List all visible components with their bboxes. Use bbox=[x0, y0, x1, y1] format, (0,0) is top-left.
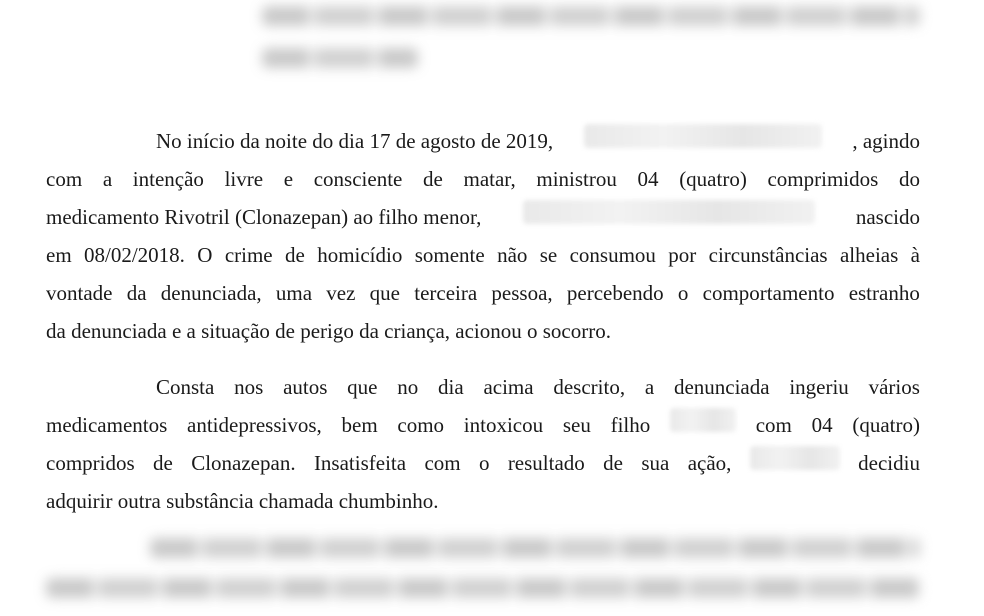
p1-line-4-word: homicídio bbox=[317, 243, 403, 267]
blurred-text-bottom-1 bbox=[150, 538, 920, 558]
p1-line-2-word: com bbox=[46, 167, 83, 191]
p1-line-4-word: à bbox=[910, 243, 920, 267]
p1-line-2-word: matar, bbox=[463, 167, 516, 191]
p1-line-5-word: pessoa, bbox=[491, 281, 553, 305]
p1-line-5-word: comportamento bbox=[702, 281, 835, 305]
p1-line-4-word: somente bbox=[414, 243, 485, 267]
p1-line-5-word: percebendo bbox=[566, 281, 664, 305]
p2-line-4: adquirir outra substância chamada chumbinho. bbox=[46, 489, 439, 513]
p2-line-1-word: no bbox=[397, 375, 419, 399]
p2-line-3-word: de bbox=[603, 451, 623, 475]
p2-line-3-word: compridos bbox=[46, 451, 135, 475]
p1-line-5-word: terceira bbox=[414, 281, 478, 305]
p2-line-1-word: que bbox=[347, 375, 378, 399]
p2-line-3-word: sua bbox=[641, 451, 670, 475]
p2-line-3-word: resultado bbox=[507, 451, 585, 475]
p1-line-4 bbox=[46, 236, 920, 274]
p2-line-1-word: autos bbox=[283, 375, 328, 399]
p2-line-1-word: vários bbox=[868, 375, 920, 399]
p1-line-2-word: 04 bbox=[637, 167, 659, 191]
p1-line-4-word: não bbox=[497, 243, 528, 267]
redacted-name bbox=[750, 446, 840, 470]
p1-line-5-word: vontade bbox=[46, 281, 113, 305]
p2-line-2-word: filho bbox=[610, 413, 651, 437]
p1-line-5-word: vez bbox=[326, 281, 356, 305]
p1-line-5 bbox=[46, 274, 920, 312]
p2-line-3-word: Clonazepan. bbox=[191, 451, 296, 475]
p2-line-3-word: ação, bbox=[687, 451, 732, 475]
p1-line-4-word: O bbox=[197, 243, 213, 267]
p1-line-4-word: consumou bbox=[569, 243, 656, 267]
p1-line-2-word: a bbox=[102, 167, 113, 191]
p1-line-4-word: 08/02/2018. bbox=[84, 243, 185, 267]
p1-line-4-word: circunstâncias bbox=[708, 243, 828, 267]
p2-line-3-word: decidiu bbox=[858, 451, 920, 475]
p1-line-4-word: se bbox=[539, 243, 558, 267]
p1-line-2-word: livre bbox=[224, 167, 264, 191]
redacted-name bbox=[584, 124, 822, 148]
p1-line-2-word: de bbox=[423, 167, 443, 191]
p1-line-1-text-b: , agindo bbox=[852, 129, 920, 153]
p1-line-2-word: consciente bbox=[313, 167, 403, 191]
p1-line-2-word: intenção bbox=[132, 167, 204, 191]
p2-line-1-word: ingeriu bbox=[789, 375, 849, 399]
p2-line-2-word: com bbox=[755, 413, 792, 437]
p2-line-2-word: intoxicou bbox=[463, 413, 544, 437]
p1-line-2-word: comprimidos bbox=[767, 167, 879, 191]
p2-line-2-word: 04 bbox=[811, 413, 833, 437]
p1-line-3 bbox=[46, 198, 920, 236]
p1-line-5-word: estranho bbox=[848, 281, 920, 305]
p1-line-2 bbox=[46, 160, 920, 198]
p1-line-5-word: o bbox=[677, 281, 689, 305]
blurred-text-top-2 bbox=[262, 48, 418, 68]
p1-line-5-word: que bbox=[369, 281, 400, 305]
p2-line-3-word: o bbox=[478, 451, 490, 475]
redacted-name bbox=[523, 200, 815, 224]
p1-line-3-text-a: medicamento Rivotril (Clonazepan) ao filho menor, bbox=[46, 205, 482, 229]
p1-line-5-word: da bbox=[126, 281, 147, 305]
p1-line-1 bbox=[46, 122, 920, 160]
p1-line-1-text-a: No início da noite do dia 17 de agosto de 2019, bbox=[156, 129, 554, 153]
p1-line-4-word: em bbox=[46, 243, 72, 267]
p2-line-3 bbox=[46, 444, 920, 482]
p2-line-3-word: Insatisfeita bbox=[313, 451, 407, 475]
blurred-text-top-1 bbox=[262, 6, 920, 26]
p1-line-3-text-b: nascido bbox=[855, 205, 920, 229]
p1-line-5-word: denunciada, bbox=[160, 281, 262, 305]
p1-line-4-word: alheias bbox=[839, 243, 899, 267]
p2-line-2 bbox=[46, 406, 920, 444]
p2-line-2-word: (quatro) bbox=[852, 413, 920, 437]
p2-line-1-word: denunciada bbox=[673, 375, 770, 399]
blurred-text-bottom-2 bbox=[46, 578, 920, 598]
p1-line-4-word: crime bbox=[224, 243, 273, 267]
p1-line-5-word: uma bbox=[275, 281, 313, 305]
p1-line-4-word: de bbox=[285, 243, 305, 267]
p1-line-4-word: por bbox=[668, 243, 697, 267]
p2-line-2-word: bem bbox=[341, 413, 378, 437]
paragraph-1 bbox=[46, 122, 920, 350]
p2-line-1-word: nos bbox=[234, 375, 264, 399]
p1-line-2-word: do bbox=[898, 167, 920, 191]
p2-line-2-word: medicamentos bbox=[46, 413, 168, 437]
p2-line-1-word: dia bbox=[438, 375, 464, 399]
p1-line-2-word: e bbox=[283, 167, 294, 191]
p2-line-2-word: antidepressivos, bbox=[187, 413, 322, 437]
p2-line-2-word: como bbox=[397, 413, 445, 437]
p1-line-2-word: (quatro) bbox=[679, 167, 747, 191]
p2-line-1-word: a bbox=[644, 375, 655, 399]
p2-line-2-word: seu bbox=[562, 413, 591, 437]
p1-line-6: da denunciada e a situação de perigo da criança, acionou o socorro. bbox=[46, 319, 611, 343]
p2-line-1 bbox=[46, 368, 920, 406]
paragraph-2 bbox=[46, 368, 920, 520]
p2-line-1-word: acima bbox=[483, 375, 534, 399]
p2-line-3-word: com bbox=[424, 451, 461, 475]
p2-line-3-word: de bbox=[153, 451, 173, 475]
redacted-name bbox=[670, 408, 736, 432]
p2-line-1-word: descrito, bbox=[553, 375, 626, 399]
p2-line-1-word: Consta bbox=[156, 375, 215, 399]
p1-line-2-word: ministrou bbox=[536, 167, 617, 191]
